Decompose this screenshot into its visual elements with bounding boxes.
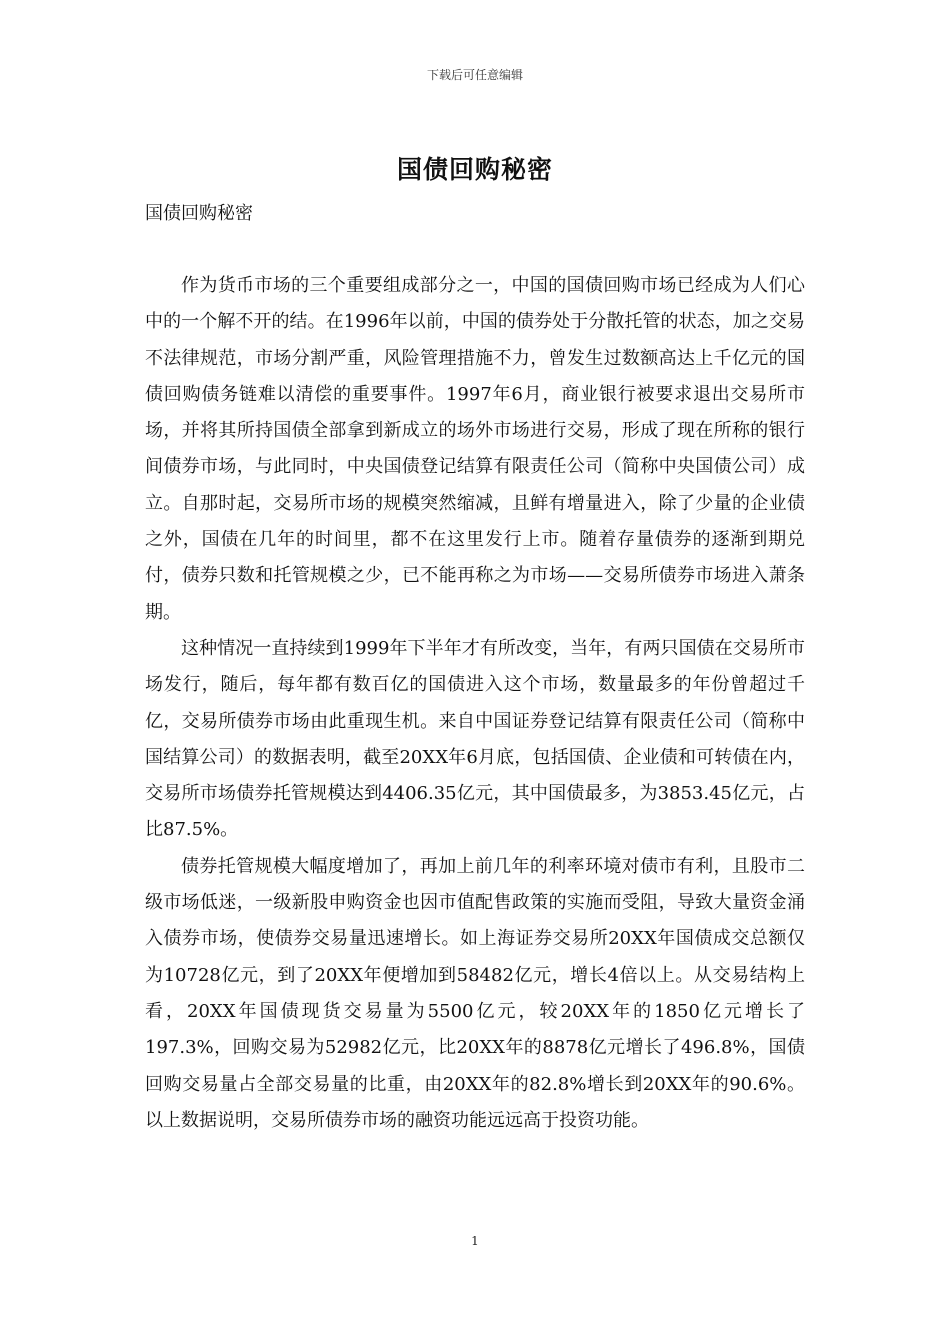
- document-body: [145, 268, 805, 1139]
- paragraph: 债券托管规模大幅度增加了，再加上前几年的利率环境对债市有利，且股市二级市场低迷，一级新股申购资金也因市值配售政策的实施而受阻，导致大量资金涌入债券市场，使债券交易量迅速增长。如上海证券交易所20XX年国债成交总额仅为10728亿元，到了20XX年便增加到58482亿元，增长4倍以上。从交易结构上看，20XX年国债现货交易量为5500亿元，较20XX年的1850亿元增长了197.3%，回购交易为52982亿元，比20XX年的8878亿元增长了496.8%，国债回购交易量占全部交易量的比重，由20XX年的82.8%增长到20XX年的90.6%。以上数据说明，交易所债券市场的融资功能远远高于投资功能。: [145, 855, 805, 1131]
- page-header: 下载后可任意编辑: [426, 68, 523, 82]
- paragraph: 这种情况一直持续到1999年下半年才有所改变，当年，有两只国债在交易所市场发行，随后，每年都有数百亿的国债进入这个市场，数量最多的年份曾超过千亿，交易所债券市场由此重现生机。来自中国证券登记结算有限责任公司（简称中国结算公司）的数据表明，截至20XX年6月底，包括国债、企业债和可转债在内，交易所市场债券托管规模达到4406.35亿元，其中国债最多，为3853.45亿元，占比87.5%。: [145, 637, 805, 841]
- page-number: 1: [471, 1234, 479, 1248]
- document-subtitle: 国债回购秘密: [145, 203, 253, 224]
- paragraph: 作为货币市场的三个重要组成部分之一，中国的国债回购市场已经成为人们心中的一个解不开的结。在1996年以前，中国的债券处于分散托管的状态，加之交易不法律规范，市场分割严重，风险管理措施不力，曾发生过数额高达上千亿元的国债回购债务链难以清偿的重要事件。1997年6月，商业银行被要求退出交易所市场，并将其所持国债全部拿到新成立的场外市场进行交易，形成了现在所称的银行间债券市场，与此同时，中央国债登记结算有限责任公司（简称中央国债公司）成立。自那时起，交易所市场的规模突然缩减，且鲜有增量进入，除了少量的企业债之外，国债在几年的时间里，都不在这里发行上市。随着存量债券的逐渐到期兑付，债券只数和托管规模之少，已不能再称之为市场——交易所债券市场进入萧条期。: [145, 275, 805, 623]
- document-title: 国债回购秘密: [396, 155, 553, 184]
